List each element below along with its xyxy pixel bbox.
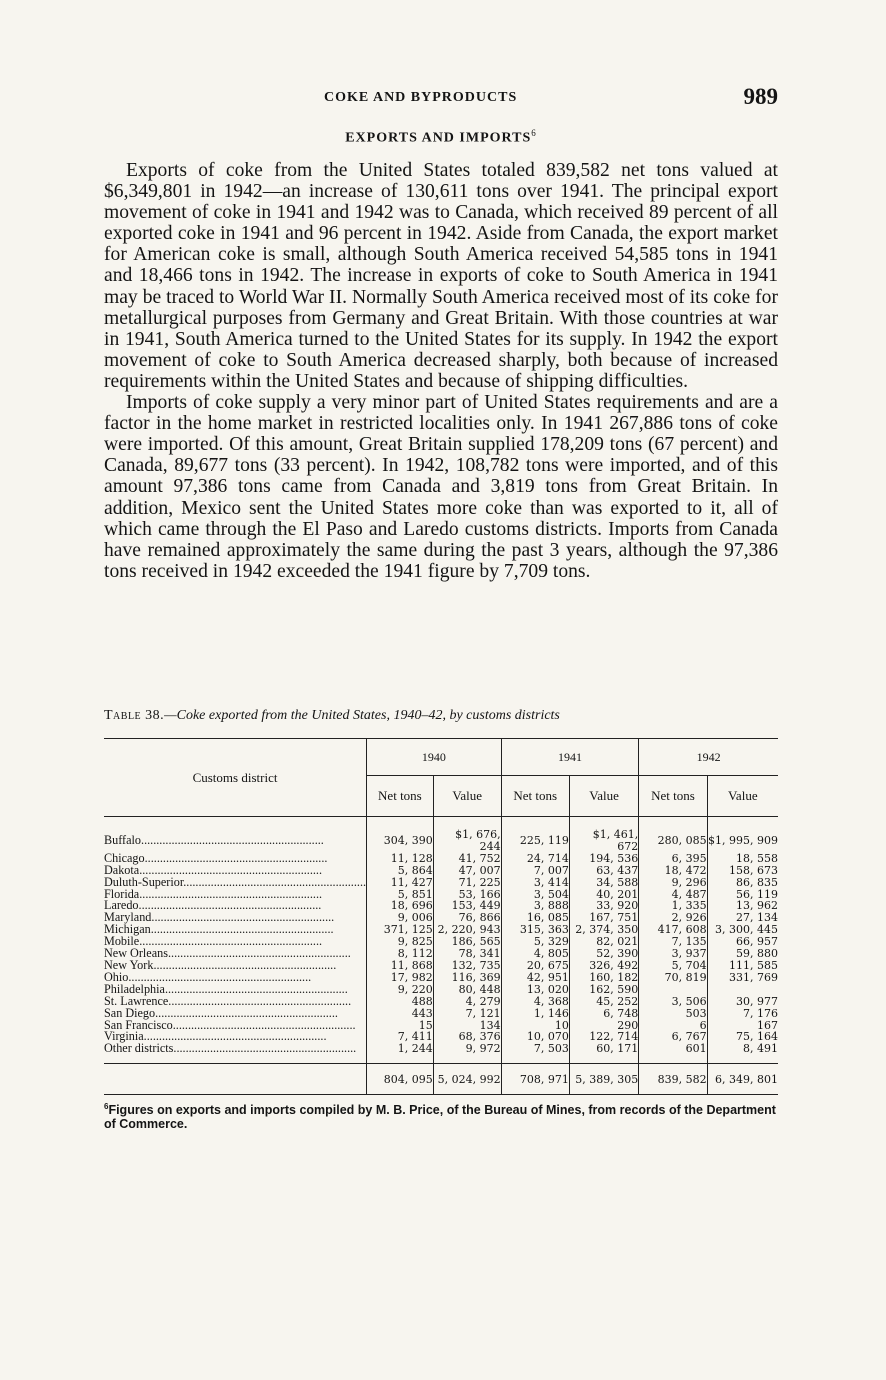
footnote-text: Figures on exports and imports compiled by M. B. Price, of the Bureau of Mines, from records of the Department of Commerce. xyxy=(104,1103,776,1132)
leader-dots: ............................................................ xyxy=(153,959,337,972)
table-cell: 153, 449 xyxy=(433,900,501,912)
table-cell: 9, 972 xyxy=(433,1043,501,1063)
table-cell: 66, 957 xyxy=(736,935,778,949)
table-cell: 122, 714 xyxy=(569,1031,638,1043)
table-cell: 225, 119 xyxy=(501,817,569,853)
table-cell: 17, 982 xyxy=(367,972,434,984)
district-name-cell xyxy=(104,996,367,1008)
table-cell: 75, 164 xyxy=(736,1030,778,1044)
district-name-cell xyxy=(104,912,367,924)
table-cell: 5, 851 xyxy=(367,889,434,901)
table-cell: 9, 220 xyxy=(367,984,434,996)
leader-dots: ............................................................ xyxy=(172,1019,356,1032)
table-cell: 132, 735 xyxy=(433,960,501,972)
document-page xyxy=(104,0,778,1380)
table-cell: 7, 411 xyxy=(367,1031,434,1043)
district-name-cell xyxy=(104,924,367,936)
table-cell: 331, 769 xyxy=(729,970,778,984)
district-name: Michigan xyxy=(104,924,151,937)
table-cell: 13, 020 xyxy=(501,984,569,996)
district-name-cell xyxy=(104,865,367,877)
total-cell: 708, 971 xyxy=(501,1064,569,1095)
section-title-text: EXPORTS AND IMPORTS xyxy=(345,130,532,146)
table-cell: 167 xyxy=(757,1018,778,1032)
table-cell: 63, 437 xyxy=(569,865,638,877)
district-name: San Diego xyxy=(104,1007,156,1020)
table-cell: 9, 006 xyxy=(367,912,434,924)
table-cell: 3, 504 xyxy=(501,889,569,901)
table-cell: 76, 866 xyxy=(433,912,501,924)
district-name: Florida xyxy=(104,888,140,901)
district-name-cell xyxy=(104,900,367,912)
table-cell: 1, 244 xyxy=(367,1043,434,1063)
total-cell: 5, 389, 305 xyxy=(569,1064,638,1095)
table-cell: 8, 112 xyxy=(367,948,434,960)
table-row xyxy=(104,877,778,889)
table-cell: 71, 225 xyxy=(433,877,501,889)
year-header: 1942 xyxy=(639,739,778,776)
table-cell: 11, 868 xyxy=(367,960,434,972)
table-cell: 7, 135 xyxy=(639,936,707,948)
running-title: COKE AND BYPRODUCTS xyxy=(324,90,518,105)
district-name-cell xyxy=(104,960,367,972)
footnote xyxy=(104,1100,778,1131)
table-cell: 10, 070 xyxy=(501,1031,569,1043)
table-cell: 4, 805 xyxy=(501,948,569,960)
total-cell: 5, 024, 992 xyxy=(433,1064,501,1095)
table-caption-text: —Coke exported from the United States, 1940–42, by customs districts xyxy=(164,708,560,723)
table-cell: 3, 300, 445 xyxy=(715,923,778,937)
table-caption xyxy=(104,708,778,724)
district-name-cell xyxy=(104,877,367,889)
district-name: Ohio xyxy=(104,971,129,984)
table-cell: 488 xyxy=(367,996,434,1008)
total-cell: 839, 582 xyxy=(639,1064,707,1095)
district-name: St. Lawrence xyxy=(104,995,169,1008)
district-name: New Orleans xyxy=(104,948,168,960)
table-row xyxy=(104,817,778,853)
table-cell: 3, 888 xyxy=(501,900,569,912)
district-name: San Francisco xyxy=(104,1019,173,1032)
table-cell: $1, 995, 909 xyxy=(708,833,778,847)
table-cell: 9, 296 xyxy=(639,877,707,889)
district-name: Other districts xyxy=(104,1043,174,1056)
table-cell: 86, 835 xyxy=(736,875,778,889)
table-cell: 7, 503 xyxy=(501,1043,569,1063)
table-row xyxy=(104,853,778,865)
leader-dots: ............................................................ xyxy=(139,888,323,901)
table-cell: 6, 748 xyxy=(569,1008,638,1020)
leader-dots: ............................................................ xyxy=(138,900,322,913)
leader-dots: ............................................................ xyxy=(183,876,367,889)
leader-dots: ............................................................ xyxy=(128,971,312,984)
column-header: Value xyxy=(569,776,638,817)
leader-dots: ............................................................ xyxy=(141,832,324,847)
table-cell: 3, 414 xyxy=(501,877,569,889)
table-cell: 24, 714 xyxy=(501,853,569,865)
table-cell: 7, 176 xyxy=(743,1006,778,1020)
district-name-cell xyxy=(104,1043,367,1063)
column-header: Net tons xyxy=(639,776,707,817)
table-row xyxy=(104,996,778,1008)
table-cell: 30, 977 xyxy=(736,994,778,1008)
table-cell: 59, 880 xyxy=(736,947,778,961)
table-cell: 15 xyxy=(367,1020,434,1032)
table-cell: 20, 675 xyxy=(501,960,569,972)
footnote-mark: 6 xyxy=(104,1102,109,1111)
table-cell: 68, 376 xyxy=(433,1031,501,1043)
table-cell: 16, 085 xyxy=(501,912,569,924)
table-cell: 7, 007 xyxy=(501,865,569,877)
column-header: Value xyxy=(433,776,501,817)
table-cell: 304, 390 xyxy=(367,817,434,853)
table-cell: 2, 926 xyxy=(639,912,707,924)
column-header: Net tons xyxy=(501,776,569,817)
exports-table xyxy=(104,738,778,1095)
district-name: Chicago xyxy=(104,852,145,865)
table-row xyxy=(104,1043,778,1063)
table-cell: 6 xyxy=(639,1020,707,1032)
leader-dots: ............................................................ xyxy=(139,864,323,877)
table-cell: 82, 021 xyxy=(569,936,638,948)
column-header: Value xyxy=(707,776,778,817)
table-cell: $1, 461, 672 xyxy=(569,817,638,853)
leader-dots: ............................................................ xyxy=(151,912,335,925)
table-cell: 40, 201 xyxy=(569,889,638,901)
district-name: Duluth-Superior xyxy=(104,876,184,889)
table-cell: 111, 585 xyxy=(729,958,778,972)
total-label-cell xyxy=(104,1064,367,1095)
table-cell: 4, 368 xyxy=(501,996,569,1008)
district-name-cell xyxy=(104,936,367,948)
table-cell: 134 xyxy=(433,1020,501,1032)
table-cell xyxy=(707,984,778,996)
district-name: Virginia xyxy=(104,1031,144,1044)
table-cell: 42, 951 xyxy=(501,972,569,984)
table-cell: 6, 767 xyxy=(639,1031,707,1043)
district-header: Customs district xyxy=(104,739,367,817)
table-cell: 280, 085 xyxy=(639,817,707,853)
year-header: 1940 xyxy=(367,739,502,776)
table-cell: 162, 590 xyxy=(569,984,638,996)
table-cell: 53, 166 xyxy=(433,889,501,901)
leader-dots: ............................................................ xyxy=(164,983,348,996)
table-cell: 315, 363 xyxy=(501,924,569,936)
district-name-cell xyxy=(104,984,367,996)
table-cell: 70, 819 xyxy=(639,972,707,984)
table-row xyxy=(104,984,778,996)
district-name-cell xyxy=(104,889,367,901)
paragraph-imports: Imports of coke supply a very minor part of United States requirements and are a factor in the home market in restricted localities only. In 1941 267,886 tons of coke were imported. Of this amount, Great Britain supplied 178,209 tons (67 percent) and Canada, 89,677 tons (33 percent). In 1942, 108,782 tons were imported, and of this amount 97,386 tons came from Canada and 3,819 tons from Great Britain. In addition, Mexico sent the United States more coke than was exported to it, all of which came through the El Paso and Laredo customs districts. Imports from Canada have remained approximately the same during the past 3 years, although the 97,386 tons received in 1942 exceeded the 1941 figure by 7,709 tons. xyxy=(104,392,778,582)
table-row xyxy=(104,1008,778,1020)
table-cell: 371, 125 xyxy=(367,924,434,936)
leader-dots: ............................................................ xyxy=(173,1043,357,1056)
leader-dots: ............................................................ xyxy=(155,1007,338,1020)
district-name: Mobile xyxy=(104,936,140,949)
district-name: Maryland xyxy=(104,912,152,925)
leader-dots: ............................................................ xyxy=(167,948,351,960)
district-name: Buffalo xyxy=(104,832,142,847)
total-cell: 804, 095 xyxy=(367,1064,434,1095)
table-cell: 4, 487 xyxy=(639,889,707,901)
leader-dots: ............................................................ xyxy=(150,924,334,937)
table-cell: 52, 390 xyxy=(569,948,638,960)
table-cell: $1, 676, 244 xyxy=(433,817,501,853)
table-cell: 503 xyxy=(639,1008,707,1020)
district-name-cell xyxy=(104,948,367,960)
leader-dots: ............................................................ xyxy=(143,1031,327,1044)
table-cell: 18, 472 xyxy=(639,865,707,877)
table-cell: 160, 182 xyxy=(569,972,638,984)
table-cell: 78, 341 xyxy=(433,948,501,960)
table-cell: 13, 962 xyxy=(736,899,778,913)
table-cell: 10 xyxy=(501,1020,569,1032)
table-cell: 33, 920 xyxy=(569,900,638,912)
running-head xyxy=(104,84,778,114)
table-cell: 326, 492 xyxy=(569,960,638,972)
table-cell xyxy=(639,984,707,996)
table-cell: 9, 825 xyxy=(367,936,434,948)
table-row xyxy=(104,972,778,984)
table-cell: 47, 007 xyxy=(433,865,501,877)
district-name-cell xyxy=(104,1031,367,1043)
table-cell: 443 xyxy=(367,1008,434,1020)
table-cell: 80, 448 xyxy=(433,984,501,996)
year-header: 1941 xyxy=(501,739,639,776)
leader-dots: ............................................................ xyxy=(139,936,323,949)
district-name-cell xyxy=(104,1020,367,1032)
table-row xyxy=(104,865,778,877)
table-cell: 5, 329 xyxy=(501,936,569,948)
table-cell: 6, 395 xyxy=(639,853,707,865)
table-cell: 11, 427 xyxy=(367,877,434,889)
table-cell: 3, 937 xyxy=(639,948,707,960)
district-name: Philadelphia xyxy=(104,983,165,996)
table-cell: 5, 864 xyxy=(367,865,434,877)
table-body xyxy=(104,817,778,1064)
total-row xyxy=(104,1064,778,1095)
district-name: Laredo xyxy=(104,900,139,913)
table-row xyxy=(104,1031,778,1043)
table-cell: 1, 146 xyxy=(501,1008,569,1020)
total-cell: 6, 349, 801 xyxy=(707,1064,778,1095)
table-cell: 1, 335 xyxy=(639,900,707,912)
leader-dots: ............................................................ xyxy=(144,852,328,865)
leader-dots: ............................................................ xyxy=(168,995,352,1008)
table-cell: 41, 752 xyxy=(433,853,501,865)
district-name-cell xyxy=(104,853,367,865)
table-cell: 8, 491 xyxy=(743,1042,778,1056)
table-cell: 194, 536 xyxy=(569,853,638,865)
table-cell: 45, 252 xyxy=(569,996,638,1008)
table-cell: 4, 279 xyxy=(433,996,501,1008)
table-cell: 417, 608 xyxy=(639,924,707,936)
table-cell: 186, 565 xyxy=(433,936,501,948)
table-cell: 601 xyxy=(639,1043,707,1063)
table-cell: 7, 121 xyxy=(433,1008,501,1020)
table-cell: 2, 374, 350 xyxy=(569,924,638,936)
table-label: Table 38. xyxy=(104,708,165,723)
table-cell: 116, 369 xyxy=(433,972,501,984)
table-cell: 3, 506 xyxy=(639,996,707,1008)
table-cell: 60, 171 xyxy=(569,1043,638,1063)
district-name-cell xyxy=(104,817,367,853)
section-footnote-mark: 6 xyxy=(531,128,537,138)
district-name-cell xyxy=(104,972,367,984)
district-name: New York xyxy=(104,959,154,972)
section-title xyxy=(104,128,778,147)
table-cell: 2, 220, 943 xyxy=(433,924,501,936)
table-cell: 18, 696 xyxy=(367,900,434,912)
paragraph-exports: Exports of coke from the United States totaled 839,582 net tons valued at $6,349,801 in 1942—an increase of 130,611 tons over 1941. The principal export movement of coke in 1941 and 1942 was to Canada, which received 89 percent of all exported coke in 1941 and 96 percent in 1942. Aside from Canada, the export market for American coke is small, although South America received 54,585 tons in 1941 and 18,466 tons in 1942. The increase in exports of coke to South America in 1941 may be traced to World War II. Normally South America received most of its coke for metallurgical purposes from Germany and Great Britain. With those countries at war in 1941, South America turned to the United States for its supply. In 1942 the export movement of coke to South America decreased sharply, both because of increased requirements within the United States and because of shipping difficulties. xyxy=(104,160,778,392)
table-cell: 56, 119 xyxy=(736,887,778,901)
table-cell: 18, 558 xyxy=(736,851,778,865)
table-cell: 11, 128 xyxy=(367,853,434,865)
table-cell: 27, 134 xyxy=(736,911,778,925)
table-cell: 158, 673 xyxy=(729,863,778,877)
body-text xyxy=(104,160,778,582)
district-name-cell xyxy=(104,1008,367,1020)
table-cell: 5, 704 xyxy=(639,960,707,972)
table-cell: 167, 751 xyxy=(569,912,638,924)
column-header: Net tons xyxy=(367,776,434,817)
table-cell: 290 xyxy=(569,1020,638,1032)
district-name: Dakota xyxy=(104,864,140,877)
page-number: 989 xyxy=(743,84,778,109)
table-cell: 34, 588 xyxy=(569,877,638,889)
